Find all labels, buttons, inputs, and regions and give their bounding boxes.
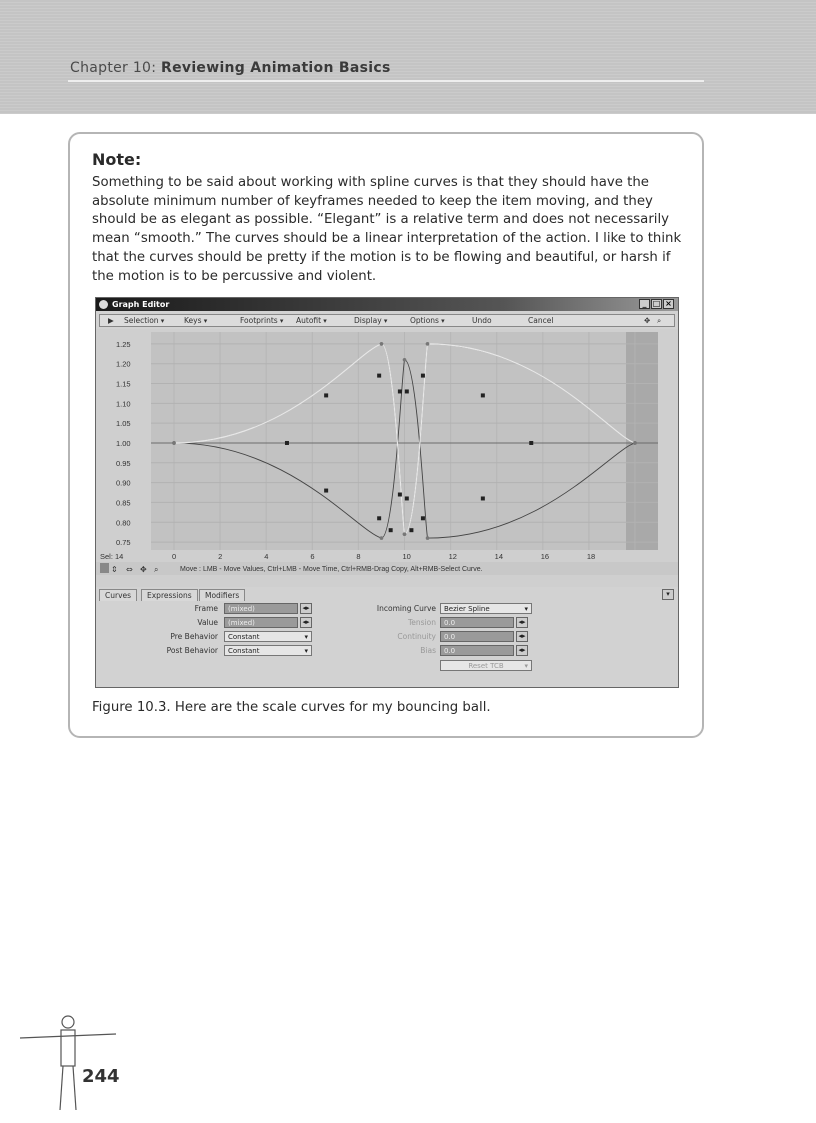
- cancel-button[interactable]: Cancel: [528, 316, 554, 325]
- keys-menu[interactable]: Keys ▾: [184, 316, 207, 326]
- maximize-button[interactable]: □: [652, 299, 661, 308]
- tangent-handle: [389, 528, 393, 532]
- close-button[interactable]: ×: [663, 299, 674, 309]
- tension-label: Tension: [407, 618, 436, 627]
- toolbar: [99, 314, 675, 327]
- keyframe-point: [633, 441, 637, 445]
- chapter-title: Reviewing Animation Basics: [161, 60, 391, 76]
- keyframe-point: [403, 358, 407, 362]
- pre-behavior-label: Pre Behavior: [170, 632, 218, 641]
- footprints-menu[interactable]: Footprints ▾: [240, 316, 283, 326]
- keyframe-point: [380, 536, 384, 540]
- tangent-handle: [324, 393, 328, 397]
- mascot-figure-icon: [18, 1010, 118, 1120]
- tangent-handle: [377, 516, 381, 520]
- options-menu[interactable]: Options ▾: [410, 316, 445, 326]
- tangent-handle: [398, 493, 402, 497]
- post-behavior-label: Post Behavior: [166, 646, 218, 655]
- x-tick-label: 6: [310, 552, 315, 561]
- page-header: [0, 0, 816, 114]
- tangent-handle: [409, 528, 413, 532]
- y-tick-label: 1.25: [116, 339, 131, 349]
- x-tick-label: 8: [356, 552, 361, 561]
- frame-label: Frame: [194, 604, 218, 613]
- tangent-handle: [481, 393, 485, 397]
- undo-button[interactable]: Undo: [472, 316, 492, 325]
- incoming-curve-select[interactable]: Bezier Spline ▾: [440, 603, 532, 614]
- tangent-handle: [398, 389, 402, 393]
- keyframe-point: [426, 342, 430, 346]
- bias-label: Bias: [420, 646, 436, 655]
- x-tick-label: 2: [218, 552, 223, 561]
- note-box: [68, 132, 704, 738]
- tangent-handle: [529, 441, 533, 445]
- x-tick-label: 4: [264, 552, 269, 561]
- tension-stepper[interactable]: ◂▸: [516, 617, 528, 628]
- keyframe-point: [380, 342, 384, 346]
- status-text: Move : LMB - Move Values, Ctrl+LMB - Move Time, Ctrl+RMB-Drag Copy, Alt+RMB-Select Curve.: [180, 566, 483, 573]
- zoom-tool-icon[interactable]: ⌕: [154, 565, 159, 574]
- y-tick-label: 1.00: [116, 438, 131, 448]
- zoom-view-icon[interactable]: ⌕: [657, 316, 662, 325]
- minimize-button[interactable]: _: [639, 299, 650, 309]
- tab-modifiers[interactable]: Modifiers: [199, 589, 245, 601]
- panel-menu-button[interactable]: ▾: [662, 589, 674, 600]
- move-view-icon[interactable]: ✥: [644, 316, 651, 325]
- y-tick-label: 0.95: [116, 458, 131, 468]
- autofit-menu[interactable]: Autofit ▾: [296, 316, 327, 326]
- move-tool-icon[interactable]: [100, 563, 109, 573]
- app-icon: [99, 300, 108, 309]
- y-tick-label: 0.80: [116, 518, 131, 528]
- value-field[interactable]: (mixed): [224, 617, 298, 628]
- tab-curves[interactable]: Curves: [99, 589, 137, 601]
- keyframe-point: [426, 536, 430, 540]
- y-tick-label: 1.20: [116, 359, 131, 369]
- selection-menu[interactable]: Selection ▾: [124, 316, 164, 326]
- display-menu[interactable]: Display ▾: [354, 316, 387, 326]
- post-behavior-select[interactable]: Constant ▾: [224, 645, 312, 656]
- header-rule: [68, 80, 704, 82]
- scale-tool-icon[interactable]: ⇔: [126, 565, 133, 574]
- value-label: Value: [197, 618, 218, 627]
- tangent-handle: [421, 374, 425, 378]
- y-tick-label: 1.15: [116, 379, 131, 389]
- figure-caption: Figure 10.3. Here are the scale curves for my bouncing ball.: [92, 700, 491, 715]
- continuity-field[interactable]: 0.0: [440, 631, 514, 642]
- value-stepper[interactable]: ◂▸: [300, 617, 312, 628]
- window-title: Graph Editor: [112, 300, 170, 309]
- x-tick-label: 0: [172, 552, 177, 561]
- y-tick-label: 1.10: [116, 399, 131, 409]
- stretch-tool-icon[interactable]: ⇕: [111, 565, 118, 574]
- continuity-label: Continuity: [397, 632, 436, 641]
- x-tick-label: 18: [586, 552, 596, 561]
- tangent-handle: [481, 496, 485, 500]
- x-tick-label: 12: [448, 552, 457, 561]
- x-tick-label: 10: [402, 552, 411, 561]
- chapter-prefix: Chapter 10:: [70, 60, 162, 76]
- keyframe-point: [172, 441, 176, 445]
- bias-stepper[interactable]: ◂▸: [516, 645, 528, 656]
- frame-stepper[interactable]: ◂▸: [300, 603, 312, 614]
- keyframe-point: [403, 532, 407, 536]
- x-tick-label: 14: [494, 552, 504, 561]
- chapter-heading: [70, 60, 391, 76]
- page-number: 244: [82, 1066, 120, 1087]
- pre-behavior-select[interactable]: Constant ▾: [224, 631, 312, 642]
- frame-field[interactable]: (mixed): [224, 603, 298, 614]
- tangent-handle: [324, 489, 328, 493]
- tangent-handle: [405, 496, 409, 500]
- rotate-tool-icon[interactable]: ✥: [140, 565, 147, 574]
- graph-editor-window: [95, 297, 679, 688]
- tension-field[interactable]: 0.0: [440, 617, 514, 628]
- y-tick-label: 0.90: [116, 478, 131, 488]
- incoming-curve-label: Incoming Curve: [376, 604, 436, 613]
- note-title: Note:: [92, 150, 142, 169]
- tab-expressions[interactable]: Expressions: [141, 589, 198, 601]
- graph-plot[interactable]: [96, 329, 678, 587]
- reset-tcb-button[interactable]: Reset TCB ▾: [440, 660, 532, 671]
- x-tick-label: 16: [540, 552, 550, 561]
- continuity-stepper[interactable]: ◂▸: [516, 631, 528, 642]
- bias-field[interactable]: 0.0: [440, 645, 514, 656]
- note-body: Something to be said about working with spline curves is that they should have the absolute minimum number of keyframes needed to keep the item moving, and they should be as elegant as possible. “Elegant” is a relative term and does not necessarily mean “smooth.” The curves should be a linear interpretation of the action. I like to think that the curves should be pretty if the motion is to be flowing and beautiful, or harsh if the motion is to be percussive and violent.: [92, 175, 682, 284]
- play-button[interactable]: ▶: [108, 316, 114, 325]
- tangent-handle: [405, 389, 409, 393]
- y-tick-label: 1.05: [116, 419, 131, 429]
- tangent-handle: [285, 441, 289, 445]
- window-titlebar[interactable]: [96, 298, 678, 311]
- selection-count: Sel: 14: [100, 552, 124, 561]
- y-tick-label: 0.85: [116, 498, 131, 508]
- tangent-handle: [377, 374, 381, 378]
- tangent-handle: [421, 516, 425, 520]
- y-tick-label: 0.75: [116, 538, 131, 548]
